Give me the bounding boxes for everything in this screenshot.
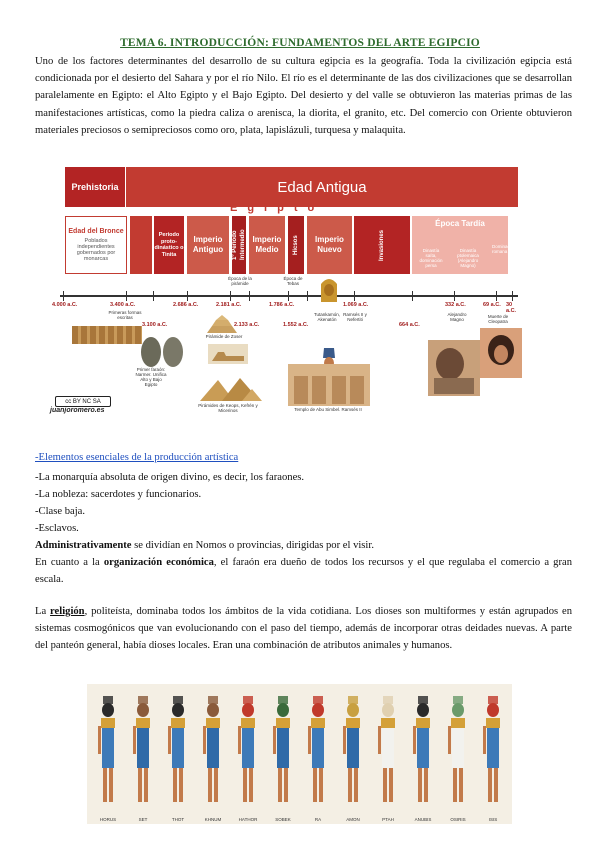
- date-label: 30 a.C.: [506, 302, 517, 314]
- timeline-tick: [63, 291, 64, 301]
- admin-rest: se dividían en Nomos o provincias, dirigidas por el visir.: [131, 540, 374, 551]
- note: Tutankamón, Akenatón: [313, 312, 341, 322]
- timeline-tick: [307, 291, 308, 301]
- date-label: 3.100 a.C.: [142, 322, 168, 328]
- god-label: OSIRIS: [450, 817, 466, 822]
- timeline-tick: [187, 291, 188, 301]
- god-figure: [375, 692, 395, 810]
- timeline-prehistoria: Prehistoria: [65, 167, 125, 207]
- rel-pre: La: [35, 606, 51, 617]
- timeline-axis: [60, 295, 518, 297]
- god-label: RA: [314, 817, 322, 822]
- god-figure: [235, 692, 255, 810]
- note: Primeras formas escritas: [108, 310, 142, 320]
- date-label: 332 a.C.: [445, 302, 466, 308]
- note: Templo de Abu Simbel. Ramsés II: [294, 407, 362, 412]
- timeline-edad-antigua: Edad Antigua: [126, 167, 518, 207]
- block-invasiones: Invasiones: [354, 216, 410, 274]
- god-label: THOT: [171, 817, 185, 822]
- date-label: 2.133 a.C.: [234, 322, 260, 328]
- timeline-tick: [512, 291, 513, 301]
- block-imperio-medio: Imperio Medio: [249, 216, 285, 274]
- date-label: 1.552 a.C.: [283, 322, 309, 328]
- religion-paragraph: [35, 603, 572, 655]
- zoser-pyramid-image: [205, 314, 239, 334]
- god-label: PTAH: [382, 817, 394, 822]
- egypt-timeline: [50, 164, 520, 429]
- god-label: ISIS: [488, 817, 498, 822]
- timeline-tick: [454, 291, 455, 301]
- god-figure: [480, 692, 500, 810]
- egyptian-gods-image: [87, 684, 512, 824]
- list-item: -La monarquía absoluta de origen divino, es decir, los faraones.: [35, 472, 305, 483]
- bronce-subtitle: Poblados independientes gobernados por monarcas: [76, 238, 116, 262]
- abu-simbel-image: [288, 364, 370, 406]
- date-label: 664 a.C.: [399, 322, 420, 328]
- tardia-note-c: Dominación romana: [492, 244, 516, 254]
- date-label: 2.181 a.C.: [216, 302, 242, 308]
- tardia-note-b: Dinastía ptolemaica (Alejandro Magno): [457, 248, 479, 268]
- block-edad-bronce: [65, 216, 127, 274]
- sphinx-image: [208, 344, 248, 364]
- god-figure: [410, 692, 430, 810]
- block-1-periodo-intermedio: 1º Periodo Intermedio: [232, 216, 246, 274]
- note: Época de la pirámide: [228, 276, 252, 286]
- timeline-tick: [496, 291, 497, 301]
- economy-paragraph: [35, 554, 572, 588]
- timeline-egipto-label: Egipto: [230, 202, 325, 214]
- giza-pyramids-image: [198, 374, 264, 402]
- god-label: AMON: [346, 817, 360, 822]
- note: Muerte de Cleopatra: [487, 314, 509, 324]
- cleopatra-image: [480, 328, 522, 378]
- god-label: SET: [138, 817, 148, 822]
- timeline-tick: [230, 291, 231, 301]
- eco-rest: , el faraón era dueño de todos los recursos y el que regulaba el comercio a gran escala.: [35, 557, 572, 586]
- note: Pirámides de Keops, Kefrén y Micerinos: [198, 403, 258, 413]
- note: Ramsés II y Nefertiti: [343, 312, 367, 322]
- god-figure: [200, 692, 220, 810]
- god-figure: [165, 692, 185, 810]
- god-label: SOBEK: [275, 817, 291, 822]
- tutankhamun-mask-image: [318, 274, 340, 304]
- admin-sentence: [35, 537, 374, 554]
- block-protodinastico: Periodo proto-dinástico o Tinita: [154, 216, 184, 274]
- timeline-tick: [126, 291, 127, 301]
- god-label: HATHOR: [238, 817, 258, 822]
- note: Primer faraón: Narmer. Unifica Alto y Bajo Egipto: [135, 367, 167, 387]
- page-title: TEMA 6. INTRODUCCIÓN: FUNDAMENTOS DEL ARTE EGIPCIO: [120, 37, 480, 49]
- admin-bold: Administrativamente: [35, 540, 132, 551]
- god-figure: [305, 692, 325, 810]
- god-label: KHNUM: [204, 817, 222, 822]
- timeline-tick: [288, 291, 289, 301]
- eco-pre: En cuanto a la: [35, 557, 104, 568]
- tablet-image: [72, 326, 142, 344]
- cc-license-badge: cc BY NC SA: [55, 396, 111, 407]
- note: Pirámide de Zoser: [205, 334, 243, 339]
- god-figure: [445, 692, 465, 810]
- god-figure: [340, 692, 360, 810]
- block-gap: [130, 216, 152, 274]
- list-item: -Clase baja.: [35, 506, 86, 517]
- eco-bold: organización económica: [103, 557, 214, 568]
- list-item: -La nobleza: sacerdotes y funcionarios.: [35, 489, 202, 500]
- god-figure: [95, 692, 115, 810]
- timeline-tick: [412, 291, 413, 301]
- date-label: 1.069 a.C.: [343, 302, 369, 308]
- god-figure: [270, 692, 290, 810]
- rel-rest: , politeísta, dominaba todos los ámbitos de la vida cotidiana. Los dioses son multiformes y están agrupados en sistemas cosmogónicos que van evolucionando con el paso del tiempo, además de incorporar otras deidades nuevas. A parte del panteón general, había dioses locales. Eran una combinación de atributos animales y humanos.: [35, 606, 572, 652]
- date-label: 4.000 a.C.: [52, 302, 78, 308]
- alexander-mosaic-image: [428, 340, 480, 396]
- section-heading-link[interactable]: -Elementos esenciales de la producción artística: [35, 452, 239, 463]
- block-hicsos: Hicsos: [288, 216, 304, 274]
- god-label: ANUBIS: [414, 817, 432, 822]
- author-credit: juanjoromero.es: [50, 407, 105, 414]
- note: Alejandro Magno: [447, 312, 467, 322]
- timeline-tick: [249, 291, 250, 301]
- note: Época de Tebas: [283, 276, 303, 286]
- date-label: 2.686 a.C.: [173, 302, 199, 308]
- god-label: HORUS: [99, 817, 117, 822]
- list-item: -Esclavos.: [35, 523, 79, 534]
- narmer-palette-image: [140, 336, 184, 368]
- date-label: 3.400 a.C.: [110, 302, 136, 308]
- block-imperio-nuevo: Imperio Nuevo: [307, 216, 352, 274]
- intro-paragraph: Uno de los factores determinantes del desarrollo de su cultura egipcia es la geografía. Toda la civilización egipcia está condicionada por el desierto del Sahara y por el río Nilo. El río es el determinante de las dos civilizaciones que se desarrollan paralelamente en Egipto: el Alto Egipto y el Bajo Egipto. Del desierto y del valle se obtuvieron las materias primas de las manifestaciones artísticas, como la piedra caliza o arenisca, la diorita, el granito, etc. Del comercio con Oriente obtuvieron materiales preciosos o semipreciosos como oro, plata, lapislázuli, turquesa y malaquita.: [35, 56, 572, 136]
- timeline-tick: [153, 291, 154, 301]
- block-epoca-tardia: Época Tardía: [412, 216, 508, 274]
- god-figure: [130, 692, 150, 810]
- date-label: 1.786 a.C.: [269, 302, 295, 308]
- bronce-title: Edad del Bronce: [68, 228, 124, 235]
- rel-bold: religión: [50, 606, 85, 617]
- block-imperio-antiguo: Imperio Antiguo: [187, 216, 229, 274]
- tardia-note-a: Dinastía saíta, dominación persa: [419, 248, 443, 268]
- date-label: 69 a.C.: [483, 302, 501, 308]
- timeline-tick: [354, 291, 355, 301]
